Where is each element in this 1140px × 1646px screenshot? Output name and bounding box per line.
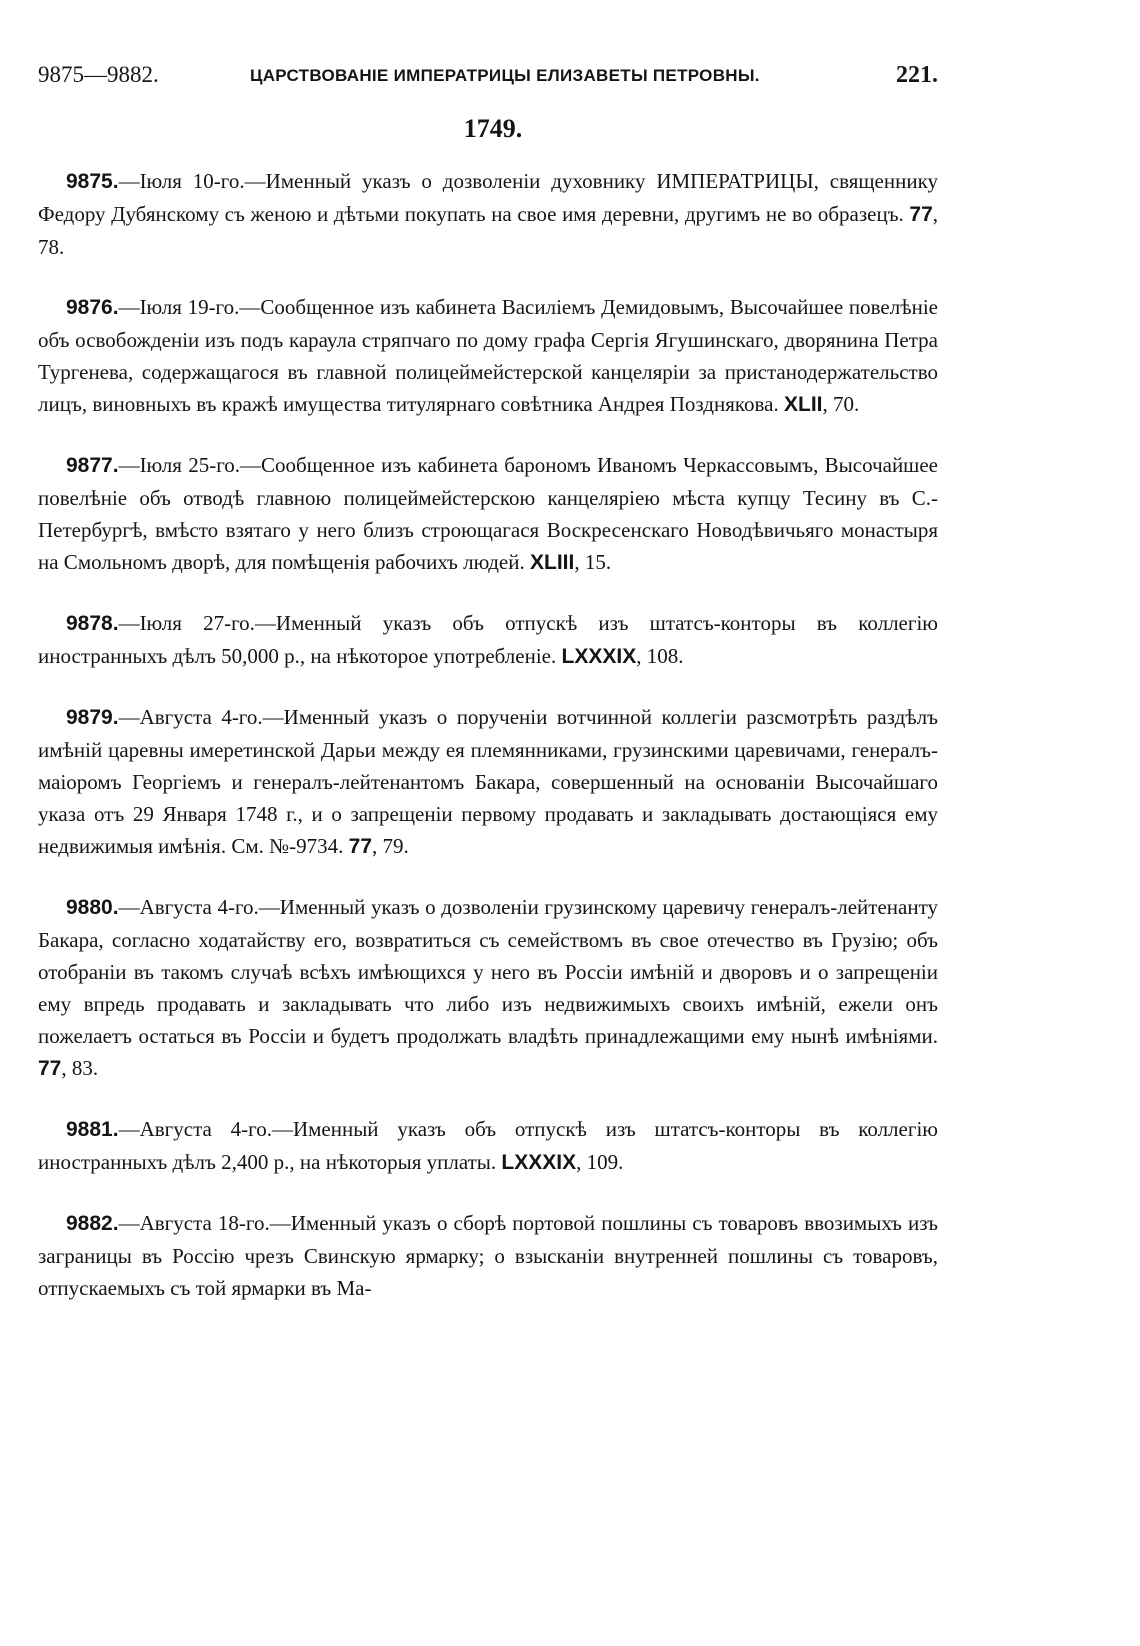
entry-reference: 77 [38,1057,62,1080]
entry-reference: 77 [348,835,373,858]
entry [38,165,938,263]
entry-text: —Августа 4-го.—Именный указъ о порученіи вотчинной коллегіи разсмотрѣть раздѣлъ имѣній царевны имеретинской Дарьи между ея племянниками, грузинскими царевичами, генералъ-маіоромъ Георгіемъ и генералъ-лейтенантомъ Бакара, совершенный на основаніи Высочайшаго указа отъ 29 Января 1748 г., и о запрещеніи первому продавать и закладывать достающіяся ему недвижимыя имѣнія. См. №-9734. [38,705,938,858]
entry-text: —Іюля 19-го.—Сообщенное изъ кабинета Василіемъ Демидовымъ, Высочайшее повелѣніе объ освобожденіи изъ подъ караула стряпчаго по дому графа Сергія Ягушинскаго, дворянина Петра Тургенева, содержащагося въ главной полицеймейстерской канцеляріи за пристанодержательство лицъ, виновныхъ въ кражѣ имущества титулярнаго совѣтника Андрея Позднякова. [38,295,938,416]
entry-page: , 70. [822,392,860,416]
entry [38,1113,938,1179]
entry-number: 9875. [66,170,119,193]
entry-text: —Іюля 27-го.—Именный указъ объ отпускѣ изъ штатсъ-конторы въ коллегію иностранныхъ дѣлъ 50,000 р., на нѣкоторое употребленіе. [38,611,938,668]
entry-reference: LXXXIX [561,645,637,668]
running-title: ЦАРСТВОВАНІЕ ИМПЕРАТРИЦЫ ЕЛИЗАВЕТЫ ПЕТРОВНЫ. [250,66,760,85]
entry [38,891,938,1085]
year-heading: 1749. [463,114,523,143]
entry-text: —Августа 4-го.—Именный указъ объ отпускѣ изъ штатсъ-конторы въ коллегію иностранныхъ дѣлъ 2,400 р., на нѣкоторыя уплаты. [38,1117,938,1174]
entry-text: —Іюля 25-го.—Сообщенное изъ кабинета барономъ Иваномъ Черкассовымъ, Высочайшее повелѣніе объ отводѣ главною полицеймейстерскою канцеляріею мѣста купцу Тесину въ С.-Петербургѣ, вмѣсто взятаго у него близъ строющагася Воскресенскаго Новодѣвичьяго монастыря на Смольномъ дворѣ, для помѣщенія рабочихъ людей. [38,453,938,574]
entry [38,291,938,421]
entry-number: 9881. [66,1118,119,1141]
page-number: 221. [896,62,938,88]
entry [38,449,938,579]
entry-reference: LXXXIX [501,1151,577,1174]
running-head [38,62,938,102]
entry-reference: 77 [909,203,933,226]
entry-number: 9882. [66,1212,119,1235]
entry-reference: XLII [783,393,823,416]
entry-text: —Августа 4-го.—Именный указъ о дозволеніи грузинскому царевичу генералъ-лейтенанту Бакара, согласно ходатайству его, возвратиться съ семействомъ въ свое отечество въ Грузію; объ отобраніи въ такомъ случаѣ всѣхъ имѣющихся у него въ Россіи имѣній и дворовъ и о запрещеніи ему впредь продавать и закладывать что либо изъ недвижимыхъ своихъ имѣній, ежели онъ пожелаетъ остаться въ Россіи и будетъ продолжать владѣть принадлежащими ему нынѣ имѣніями. [38,895,938,1048]
entry-text: —Іюля 10-го.—Именный указъ о дозволеніи духовнику ИМПЕРАТРИЦЫ, священнику Федору Дубянскому съ женою и дѣтьми покупать на свое имя деревни, другимъ не во образецъ. [38,169,938,226]
entry-range: 9875—9882. [38,62,159,87]
entry-page: , 15. [574,550,612,574]
entry-page: , 78. [38,202,938,259]
entry [38,1207,938,1304]
entry-number: 9876. [66,296,119,319]
entry-reference: XLIII [529,551,575,574]
entry-page: , 79. [372,834,409,858]
entry-text: —Августа 18-го.—Именный указъ о сборѣ портовой пошлины съ товаровъ ввозимыхъ изъ заграницы въ Россію чрезъ Свинскую ярмарку; о взысканіи внутренней пошлины съ товаровъ, отпускаемыхъ съ той ярмарки въ Ма- [38,1211,938,1300]
entry-number: 9879. [66,706,119,729]
entry-number: 9878. [66,612,119,635]
entry [38,701,938,863]
entry-number: 9877. [66,454,119,477]
entry-page: , 83. [61,1056,99,1080]
entry-page: , 108. [636,644,684,668]
entry [38,607,938,673]
entry-page: , 109. [576,1150,624,1174]
entry-number: 9880. [66,896,119,919]
document-page [38,62,938,1332]
